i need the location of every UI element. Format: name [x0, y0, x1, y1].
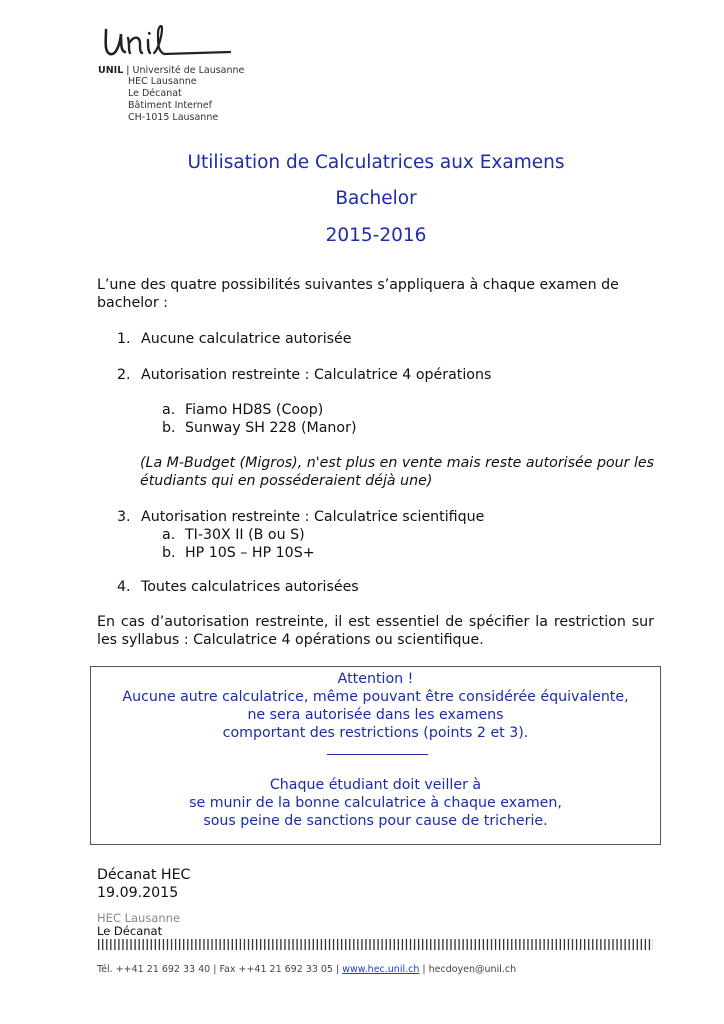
- subitem-label: Fiamo HD8S (Coop): [185, 402, 324, 418]
- subitem-letter: a.: [162, 402, 176, 418]
- signature-date: 19.09.2015: [97, 885, 179, 901]
- footer-bar: [475, 939, 476, 950]
- footer-email: | hecdoyen@unil.ch: [419, 964, 517, 975]
- footer-bar: [337, 939, 338, 950]
- footer-bar: [564, 939, 565, 950]
- footer-bar: [260, 939, 261, 950]
- header-unil-abbrev: UNIL: [98, 65, 124, 76]
- footer-bar: [187, 939, 188, 950]
- footer-org: HEC Lausanne: [97, 911, 181, 925]
- footer-bar: [191, 939, 192, 950]
- footer-bar: [361, 939, 362, 950]
- footer-bar: [434, 939, 435, 950]
- footer-barcode-decoration: [97, 938, 653, 951]
- footer-bar: [491, 939, 492, 950]
- footer-bar: [163, 939, 164, 950]
- footer-bar: [386, 939, 387, 950]
- footer-bar: [410, 939, 411, 950]
- footer-bar: [588, 939, 589, 950]
- footer-bar: [305, 939, 306, 950]
- footer-bar: [114, 939, 115, 950]
- footer-bar: [236, 939, 237, 950]
- footer-bar: [442, 939, 443, 950]
- footer-bar: [118, 939, 119, 950]
- footer-phone-fax: Tél. ++41 21 692 33 40 | Fax ++41 21 692 33 05 |: [97, 964, 343, 975]
- footer-bar: [130, 939, 131, 950]
- footer-bar: [264, 939, 265, 950]
- footer-bar: [604, 939, 605, 950]
- header-separator: |: [126, 65, 130, 76]
- footer-bar: [244, 939, 245, 950]
- footer-bar: [556, 939, 557, 950]
- footer-bar: [256, 939, 257, 950]
- footer-bar: [317, 939, 318, 950]
- footer-bar: [487, 939, 488, 950]
- option-number: 4.: [117, 579, 131, 595]
- document-title: Utilisation de Calculatrices aux Examens: [187, 152, 565, 173]
- option-label: Toutes calculatrices autorisées: [141, 579, 359, 595]
- option-subitem: [162, 544, 315, 562]
- footer-contact: [97, 964, 516, 975]
- footer-bar: [232, 939, 233, 950]
- footer-bar: [126, 939, 127, 950]
- footer-bar: [438, 939, 439, 950]
- footer-bar: [143, 939, 144, 950]
- footer-bar: [580, 939, 581, 950]
- footer-website-link[interactable]: www.hec.unil.ch: [342, 964, 420, 975]
- footer-bar: [523, 939, 524, 950]
- footer-bar: [499, 939, 500, 950]
- attention-line: Chaque étudiant doit veiller à: [269, 777, 482, 793]
- subitem-label: HP 10S – HP 10S+: [185, 545, 315, 561]
- footer-bar: [535, 939, 536, 950]
- footer-bar: [426, 939, 427, 950]
- footer-bar: [450, 939, 451, 950]
- footer-bar: [215, 939, 216, 950]
- option-subitem: [162, 419, 356, 437]
- footer-bar: [167, 939, 168, 950]
- footer-bar: [276, 939, 277, 950]
- footer-bar: [495, 939, 496, 950]
- footer-bar: [106, 939, 107, 950]
- footer-bar: [446, 939, 447, 950]
- footer-bar: [301, 939, 302, 950]
- option-label: Autorisation restreinte : Calculatrice scientifique: [141, 509, 485, 525]
- option-subitem: [162, 401, 323, 419]
- footer-bar: [369, 939, 370, 950]
- footer-bar: [406, 939, 407, 950]
- attention-divider: [327, 754, 428, 755]
- document-year: 2015-2016: [325, 225, 427, 246]
- footer-bar: [544, 939, 545, 950]
- footer-bar: [155, 939, 156, 950]
- footer-bar: [110, 939, 111, 950]
- footer-bar: [309, 939, 310, 950]
- option-label: Autorisation restreinte : Calculatrice 4 opérations: [141, 367, 492, 383]
- footer-bar: [592, 939, 593, 950]
- footer-bar: [531, 939, 532, 950]
- footer-bar: [633, 939, 634, 950]
- footer-bar: [600, 939, 601, 950]
- footer-bar: [122, 939, 123, 950]
- footer-bar: [373, 939, 374, 950]
- footer-bar: [390, 939, 391, 950]
- footer-bar: [171, 939, 172, 950]
- footer-bar: [280, 939, 281, 950]
- footer-bar: [159, 939, 160, 950]
- footer-bar: [422, 939, 423, 950]
- footer-bar: [576, 939, 577, 950]
- footer-bar: [175, 939, 176, 950]
- footer-bar: [333, 939, 334, 950]
- option-number: 2.: [117, 367, 131, 383]
- footer-bar: [572, 939, 573, 950]
- attention-line: Aucune autre calculatrice, même pouvant être considérée équivalente,: [122, 689, 629, 705]
- header-address: [128, 76, 218, 124]
- footer-bar: [507, 939, 508, 950]
- header-address-line: Le Décanat: [128, 88, 182, 99]
- footer-bar: [637, 939, 638, 950]
- option-item: [117, 578, 359, 596]
- footer-dept: Le Décanat: [97, 924, 163, 938]
- attention-line: comportant des restrictions (points 2 et 3).: [222, 725, 529, 741]
- option-item: [117, 366, 491, 384]
- header-university-name: Université de Lausanne: [132, 65, 245, 76]
- footer-bar: [467, 939, 468, 950]
- footer-bar: [454, 939, 455, 950]
- footer-bar: [418, 939, 419, 950]
- footer-bar: [240, 939, 241, 950]
- footer-bar: [616, 939, 617, 950]
- option-number: 3.: [117, 509, 131, 525]
- footer-bar: [228, 939, 229, 950]
- subitem-label: TI-30X II (B ou S): [185, 527, 305, 543]
- footer-bar: [211, 939, 212, 950]
- footer-bar: [641, 939, 642, 950]
- footer-bar: [596, 939, 597, 950]
- footer-bar: [620, 939, 621, 950]
- footer-bar: [284, 939, 285, 950]
- attention-line: ne sera autorisée dans les examens: [247, 707, 504, 723]
- footer-bar: [430, 939, 431, 950]
- footer-bar: [207, 939, 208, 950]
- option-item: [117, 330, 352, 348]
- header-address-line: Bâtiment Internef: [128, 100, 212, 111]
- option-item: [117, 508, 484, 526]
- footer-bar: [357, 939, 358, 950]
- footer-bar: [147, 939, 148, 950]
- footer-bar: [394, 939, 395, 950]
- subitem-letter: b.: [162, 545, 176, 561]
- footer-bar: [292, 939, 293, 950]
- attention-line: sous peine de sanctions pour cause de tricherie.: [203, 813, 548, 829]
- subitem-letter: a.: [162, 527, 176, 543]
- footer-bar: [584, 939, 585, 950]
- footer-bar: [398, 939, 399, 950]
- footer-bar: [382, 939, 383, 950]
- footer-bar: [568, 939, 569, 950]
- footer-bar: [463, 939, 464, 950]
- footer-bar: [329, 939, 330, 950]
- footer-bar: [349, 939, 350, 950]
- footer-bar: [503, 939, 504, 950]
- footer-bar: [479, 939, 480, 950]
- footer-bar: [483, 939, 484, 950]
- footer-bar: [296, 939, 297, 950]
- footer-bar: [515, 939, 516, 950]
- footer-bar: [645, 939, 646, 950]
- option-number: 1.: [117, 331, 131, 347]
- footer-bar: [102, 939, 103, 950]
- attention-box: [90, 666, 661, 845]
- footer-bar: [224, 939, 225, 950]
- footer-bar: [353, 939, 354, 950]
- footer-bar: [629, 939, 630, 950]
- header-address-line: HEC Lausanne: [128, 76, 197, 87]
- footer-bar: [527, 939, 528, 950]
- option-label: Aucune calculatrice autorisée: [141, 331, 352, 347]
- intro-paragraph: L’une des quatre possibilités suivantes s’appliquera à chaque examen de bachelor :: [97, 277, 619, 311]
- footer-bar: [365, 939, 366, 950]
- footer-bar: [552, 939, 553, 950]
- footer-bar: [252, 939, 253, 950]
- footer-bar: [458, 939, 459, 950]
- attention-line: se munir de la bonne calculatrice à chaque examen,: [189, 795, 562, 811]
- footer-bar: [98, 939, 99, 950]
- footer-bar: [608, 939, 609, 950]
- footer-bar: [288, 939, 289, 950]
- footer-bar: [511, 939, 512, 950]
- footer-bar: [377, 939, 378, 950]
- footer-bar: [139, 939, 140, 950]
- unil-logo: [100, 24, 240, 64]
- footer-bar: [220, 939, 221, 950]
- footer-bar: [195, 939, 196, 950]
- footer-bar: [183, 939, 184, 950]
- footer-bar: [203, 939, 204, 950]
- footer-bar: [179, 939, 180, 950]
- footer-bar: [519, 939, 520, 950]
- footer-bar: [248, 939, 249, 950]
- footer-bar: [625, 939, 626, 950]
- restriction-paragraph: En cas d’autorisation restreinte, il est essentiel de spécifier la restriction sur les syllabus : Calculatrice 4 opérations ou scientifique.: [97, 614, 654, 648]
- footer-bar: [134, 939, 135, 950]
- header-address-line: CH-1015 Lausanne: [128, 112, 219, 123]
- footer-bar: [471, 939, 472, 950]
- footer-bar: [612, 939, 613, 950]
- footer-bar: [402, 939, 403, 950]
- footer-bar: [325, 939, 326, 950]
- footer-bar: [199, 939, 200, 950]
- attention-heading: Attention !: [337, 671, 414, 687]
- footer-bar: [268, 939, 269, 950]
- subitem-letter: b.: [162, 420, 176, 436]
- footer-bar: [414, 939, 415, 950]
- footer-bar: [151, 939, 152, 950]
- footer-bar: [560, 939, 561, 950]
- footer-bar: [341, 939, 342, 950]
- option-note: (La M-Budget (Migros), n'est plus en vente mais reste autorisée pour les étudiants qui en posséderaient déjà une): [140, 455, 655, 489]
- footer-bar: [649, 939, 650, 950]
- footer-bar: [313, 939, 314, 950]
- footer-bar: [548, 939, 549, 950]
- footer-bar: [272, 939, 273, 950]
- subitem-label: Sunway SH 228 (Manor): [185, 420, 357, 436]
- option-subitem: [162, 526, 305, 544]
- footer-bar: [345, 939, 346, 950]
- document-level: Bachelor: [335, 188, 417, 209]
- signature-office: Décanat HEC: [97, 867, 191, 883]
- footer-bar: [321, 939, 322, 950]
- footer-bar: [539, 939, 540, 950]
